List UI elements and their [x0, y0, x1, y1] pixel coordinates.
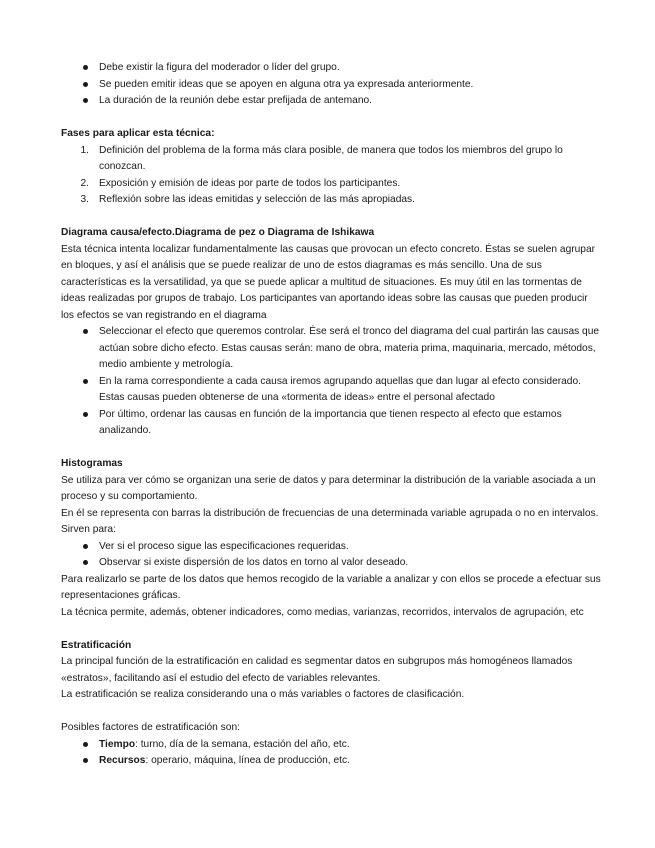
list-item: La duración de la reunión debe estar prefijada de antemano. — [61, 93, 601, 110]
list-item: 2. Exposición y emisión de ideas por parte de todos los participantes. — [80, 177, 401, 189]
histogramas-paragraph: En él se representa con barras la distribución de frecuencias de una determinada variable agrupada o no en intervalos. Sirven para: — [61, 507, 599, 535]
estratificacion-heading: Estratificación — [61, 639, 132, 651]
histogramas-heading: Histogramas — [61, 458, 123, 469]
list-item: Debe existir la figura del moderador o líder del grupo. — [61, 60, 601, 77]
fases-heading: Fases para aplicar esta técnica: — [61, 128, 215, 139]
estratificacion-paragraph: La estratificación se realiza considerando una o más variables o factores de clasificación. — [61, 689, 465, 700]
list-item: Se pueden emitir ideas que se apoyen en alguna otra ya expresada anteriormente. — [61, 77, 601, 94]
estratificacion-paragraph: Posibles factores de estratificación son: — [61, 722, 240, 733]
histogramas-bullet-list — [61, 539, 601, 572]
list-item: Seleccionar el efecto que queremos controlar. Ése será el tronco del diagrama del cual partirán las causas que actúan sobre dicho efecto. Estas causas serán: mano de obra, materia prima, maquinaria, mercado, métodos, medio ambiente y metrología. — [61, 324, 601, 374]
histogramas-paragraph: La técnica permite, además, obtener indicadores, como medias, varianzas, recorridos, intervalos de agrupación, etc — [61, 606, 584, 618]
list-item: Tiempo: turno, día de la semana, estación del año, etc. — [61, 737, 601, 754]
estratificacion-paragraph: La principal función de la estratificación en calidad es segmentar datos en subgrupos más homogéneos llamados «estratos», facilitando así el estudio del efecto de variables relevantes. — [61, 656, 573, 684]
list-item: En la rama correspondiente a cada causa iremos agrupando aquellas que dan lugar al efecto considerado. Estas causas pueden obtenerse de una «tormenta de ideas» entre el personal afectado — [61, 374, 601, 407]
list-item: 3. Reflexión sobre las ideas emitidas y selección de las más apropiadas. — [80, 194, 415, 205]
list-item: Recursos: operario, máquina, línea de producción, etc. — [61, 753, 601, 770]
document-content — [61, 60, 601, 770]
fases-numbered-list — [61, 143, 601, 209]
intro-bullet-list — [61, 60, 601, 110]
list-item: Ver si el proceso sigue las especificaciones requeridas. — [61, 539, 601, 556]
histogramas-paragraph: Se utiliza para ver cómo se organizan una serie de datos y para determinar la distribución de la variable asociada a un proceso y su comportamiento. — [61, 474, 596, 502]
ishikawa-body: Esta técnica intenta localizar fundamentalmente las causas que provocan un efecto concreto. Éstas se suelen agrupar en bloques, y así el análisis que se puede realizar de uno de estos diagramas es más sencillo. Una de sus características es la versatilidad, ya que se puede aplicar a multitud de situaciones. Es muy útil en las tormentas de ideas realizadas por grupos de trabajo. Los participantes van aportando ideas sobre las causas que pueden producir los efectos se van registrando en el diagrama — [61, 243, 596, 321]
histogramas-paragraph: Para realizarlo se parte de los datos que hemos recogido de la variable a analizar y con ellos se procede a efectuar sus representaciones gráficas. — [61, 573, 601, 601]
ishikawa-bullet-list — [61, 324, 601, 440]
factors-bullet-list — [61, 737, 601, 770]
ishikawa-heading: Diagrama causa/efecto.Diagrama de pez o Diagrama de Ishikawa — [61, 227, 375, 238]
list-item: 1. Definición del problema de la forma más clara posible, de manera que todos los miembros del grupo lo conozcan. — [80, 144, 563, 172]
list-item: Observar si existe dispersión de los datos en torno al valor deseado. — [61, 555, 601, 572]
list-item: Por último, ordenar las causas en función de la importancia que tienen respecto al efecto que estamos analizando. — [61, 407, 601, 440]
